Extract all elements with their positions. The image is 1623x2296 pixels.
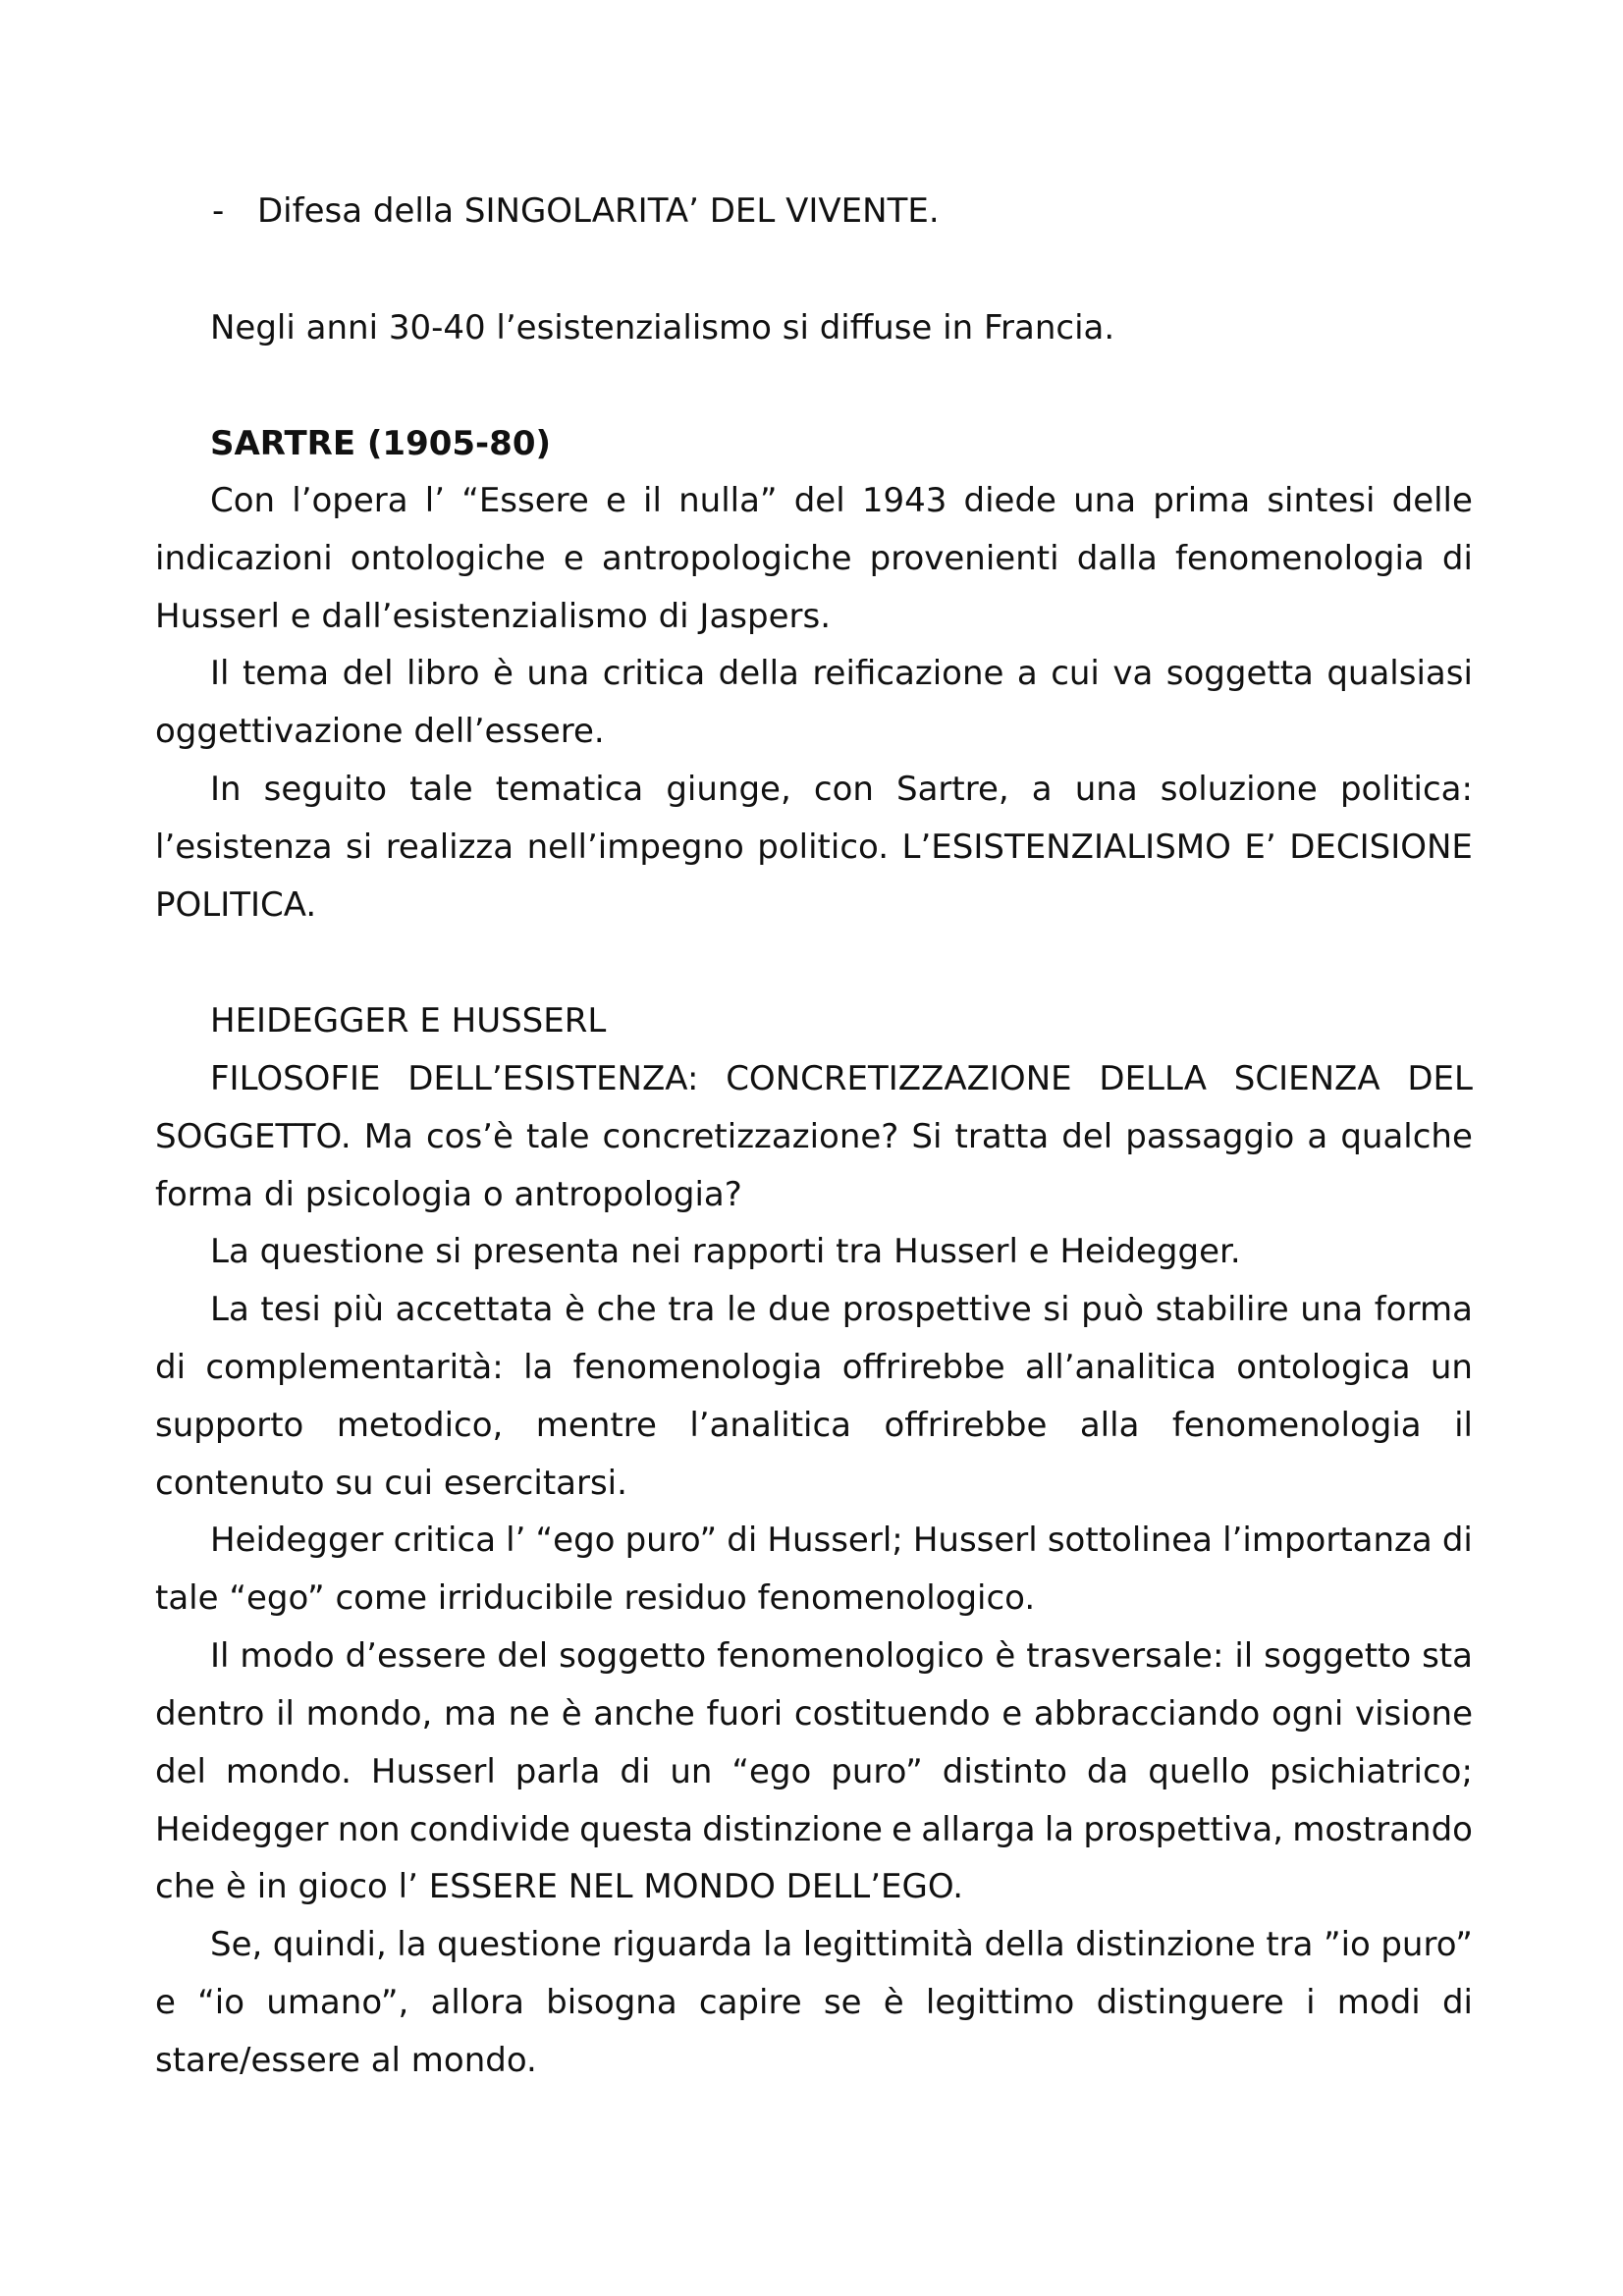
word: realizza [385,828,514,867]
word: stabilire [1155,1290,1289,1329]
text-line: che è in gioco l’ ESSERE NEL MONDO DELL’EGO. [155,1867,964,1906]
word: tesi [260,1290,321,1329]
word: l’ [424,481,446,520]
word: ontologiche [350,539,546,578]
word: fenomenologia [1171,1406,1422,1445]
word: critica [393,1521,497,1560]
word: e [605,481,626,520]
word: soluzione [1160,770,1318,809]
word: concretizzazione? [602,1117,899,1156]
word: metodico, [336,1406,504,1445]
word: l’importanza [1222,1521,1433,1560]
word: DEL [1407,1059,1473,1098]
word: tra [1266,1925,1314,1964]
word: “Essere [461,481,589,520]
word: è [995,1636,1016,1676]
justified-line [155,1117,1473,1156]
word: Con [210,481,276,520]
word: parla [514,1752,601,1791]
word: una [1074,770,1138,809]
word: In [210,770,242,809]
word: di [1441,539,1473,578]
word: una [1073,481,1137,520]
word: “io [197,1983,245,2022]
word: trasversale: [1026,1636,1224,1676]
word: prospettive [841,1290,1032,1329]
word: qualche [1340,1117,1473,1156]
word: tale [525,1117,590,1156]
word: il [276,1694,295,1734]
justified-line [210,1059,1473,1098]
justified-line [210,770,1473,809]
word: politica: [1339,770,1473,809]
word: supporto [155,1406,304,1445]
word: Il [210,1636,230,1676]
justified-line [155,828,1473,867]
word: quello [1148,1752,1250,1791]
justified-line [210,1290,1473,1329]
word: mondo, [305,1694,433,1734]
word: indicazioni [155,539,333,578]
word: tale [409,770,473,809]
word: tematica [495,770,644,809]
word: ma [443,1694,497,1734]
word: questione [437,1925,602,1964]
word: DELL’ESISTENZA: [407,1059,699,1098]
word: “ego [535,1521,616,1560]
word: il [643,481,662,520]
justified-line [155,1348,1473,1387]
word: l’opera [292,481,408,520]
word: modo [240,1636,335,1676]
word: fenomenologico [717,1636,985,1676]
text-line: contenuto su cui esercitarsi. [155,1464,627,1503]
word: è [492,654,514,693]
word: un [670,1752,713,1791]
word: dalla [1076,539,1158,578]
word: è [561,1694,582,1734]
word: se [823,1983,862,2022]
word: ogni [1271,1694,1344,1734]
word: Si [911,1117,943,1156]
word: costituendo [793,1694,991,1734]
word: all’analitica [1024,1348,1217,1387]
word: diede [963,481,1056,520]
word: legittimo [925,1983,1075,2022]
text-line: POLITICA. [155,885,317,925]
word: del [497,1636,549,1676]
word: della [718,654,799,693]
word: bisogna [546,1983,677,2022]
word: offrirebbe [841,1348,1005,1387]
word: visione [1354,1694,1473,1734]
word: offrirebbe [884,1406,1048,1445]
word: di [1441,1521,1473,1560]
word: E’ [1244,828,1276,867]
word: alla [1079,1406,1140,1445]
word: e [155,1983,176,2022]
word: forma [1374,1290,1473,1329]
word: fenomenologia [572,1348,823,1387]
word: mentre [535,1406,657,1445]
justified-line [210,1636,1473,1676]
word: sintesi [1267,481,1376,520]
word: questa [579,1810,694,1849]
word: i [1306,1983,1316,2022]
word: nell’impegno [526,828,744,867]
bullet-marker: - [212,191,225,231]
word: a [1307,1117,1328,1156]
word: distinzione [702,1810,883,1849]
word: Heidegger [155,1810,329,1849]
word: si [346,828,373,867]
word: Husserl [370,1752,496,1791]
word: sta [1422,1636,1473,1676]
word: e [892,1810,913,1849]
word: un [1430,1348,1473,1387]
word: di [620,1752,651,1791]
word: seguito [263,770,388,809]
word: e [563,539,584,578]
word: l’analitica [689,1406,852,1445]
word: Husserl; [767,1521,903,1560]
word: a [1031,770,1053,809]
word: il [1454,1406,1473,1445]
word: la [523,1348,554,1387]
justified-line [155,1983,1473,2022]
word: puro” [1380,1925,1473,1964]
text-line: Husserl e dall’esistenzialismo di Jaspers. [155,597,832,636]
word: puro” [831,1752,923,1791]
word: puro” [624,1521,718,1560]
word: provenienti [869,539,1059,578]
word: quindi, [272,1925,387,1964]
word: la [397,1925,427,1964]
word: distinzione [1075,1925,1256,1964]
word: politico. [757,828,890,867]
word: la [763,1925,793,1964]
word: dentro [155,1694,265,1734]
justified-line [155,1810,1473,1849]
word: La [210,1290,249,1329]
justified-line [210,1925,1473,1964]
word: Sartre, [896,770,1009,809]
word: riguarda [612,1925,753,1964]
word: del [155,1752,206,1791]
word: del [342,654,394,693]
word: la [1044,1810,1075,1849]
word: l’ [506,1521,526,1560]
word: soggetto [1264,1636,1412,1676]
word: una [526,654,590,693]
word: del [1061,1117,1113,1156]
word: qualsiasi [1326,654,1473,693]
word: SOGGETTO. [155,1117,352,1156]
word: può [1081,1290,1145,1329]
word: di [1441,1983,1473,2022]
word: e [1001,1694,1023,1734]
word: “ego [731,1752,812,1791]
word: prospettiva, [1083,1810,1284,1849]
justified-line [210,481,1473,520]
text-line: oggettivazione dell’essere. [155,712,605,751]
word: giunge, [666,770,791,809]
word: a [1016,654,1038,693]
justified-line [210,654,1473,693]
justified-line [155,1406,1473,1445]
word: cos’è [425,1117,514,1156]
word: ontologica [1236,1348,1411,1387]
word: SCIENZA [1233,1059,1380,1098]
word: libro [406,654,480,693]
intro-paragraph: Negli anni 30-40 l’esistenzialismo si diffuse in Francia. [210,308,1115,347]
word: due [768,1290,832,1329]
section-heading-heidegger: HEIDEGGER E HUSSERL [210,1001,607,1041]
word: tratta [954,1117,1050,1156]
word: le [727,1290,757,1329]
word: con [813,770,874,809]
word: prima [1153,481,1251,520]
word: legittimità [802,1925,974,1964]
word: umano”, [266,1983,409,2022]
word: fenomenologia [1174,539,1425,578]
bullet-text: Difesa della SINGOLARITA’ DEL VIVENTE. [257,191,940,231]
word: cui [1051,654,1100,693]
word: che [596,1290,657,1329]
word: d’essere [345,1636,487,1676]
word: Il [210,654,230,693]
word: è [565,1290,585,1329]
word: DELLA [1099,1059,1207,1098]
word: Husserl [912,1521,1038,1560]
word: non [337,1810,401,1849]
word: ”io [1323,1925,1371,1964]
word: abbracciando [1033,1694,1261,1734]
word: nulla” [678,481,778,520]
word: 1943 [861,481,947,520]
word: distinto [942,1752,1067,1791]
word: da [1086,1752,1129,1791]
word: delle [1391,481,1473,520]
word: si [1043,1290,1070,1329]
word: condivide [408,1810,570,1849]
word: soggetta [1165,654,1314,693]
word: di [727,1521,758,1560]
word: va [1112,654,1154,693]
word: di [155,1348,187,1387]
word: Ma [363,1117,413,1156]
word: mostrando [1292,1810,1473,1849]
word: della [984,1925,1065,1964]
word: tema [242,654,330,693]
word: L’ESISTENZIALISMO [901,828,1231,867]
word: accettata [395,1290,554,1329]
word: è [883,1983,904,2022]
word: distinguere [1096,1983,1284,2022]
word: allora [430,1983,524,2022]
word: allarga [921,1810,1036,1849]
word: psichiatrico; [1269,1752,1473,1791]
text-line: forma di psicologia o antropologia? [155,1175,742,1214]
text-line: La questione si presenta nei rapporti tra Husserl e Heidegger. [210,1232,1241,1271]
word: ne [508,1694,551,1734]
word: CONCRETIZZAZIONE [726,1059,1072,1098]
word: Se, [210,1925,263,1964]
word: capire [698,1983,802,2022]
word: critica [602,654,706,693]
text-line: stare/essere al mondo. [155,2041,537,2080]
word: Heidegger [210,1521,384,1560]
word: passaggio [1125,1117,1295,1156]
section-heading-sartre: SARTRE (1905-80) [210,424,552,463]
word: antropologiche [601,539,852,578]
word: più [332,1290,384,1329]
word: tra [668,1290,716,1329]
word: modi [1336,1983,1421,2022]
word: del [793,481,845,520]
justified-line [155,1752,1473,1791]
word: anche [593,1694,695,1734]
word: fuori [706,1694,784,1734]
word: FILOSOFIE [210,1059,381,1098]
word: sottolinea [1047,1521,1214,1560]
word: soggetto [559,1636,707,1676]
word: una [1300,1290,1364,1329]
justified-line [155,539,1473,578]
word: il [1234,1636,1254,1676]
justified-line [155,1694,1473,1734]
word: complementarità: [205,1348,504,1387]
word: mondo. [225,1752,352,1791]
word: reificazione [812,654,1004,693]
justified-line [210,1521,1473,1560]
text-line: tale “ego” come irriducibile residuo fenomenologico. [155,1578,1036,1618]
word: DECISIONE [1289,828,1473,867]
word: l’esistenza [155,828,333,867]
